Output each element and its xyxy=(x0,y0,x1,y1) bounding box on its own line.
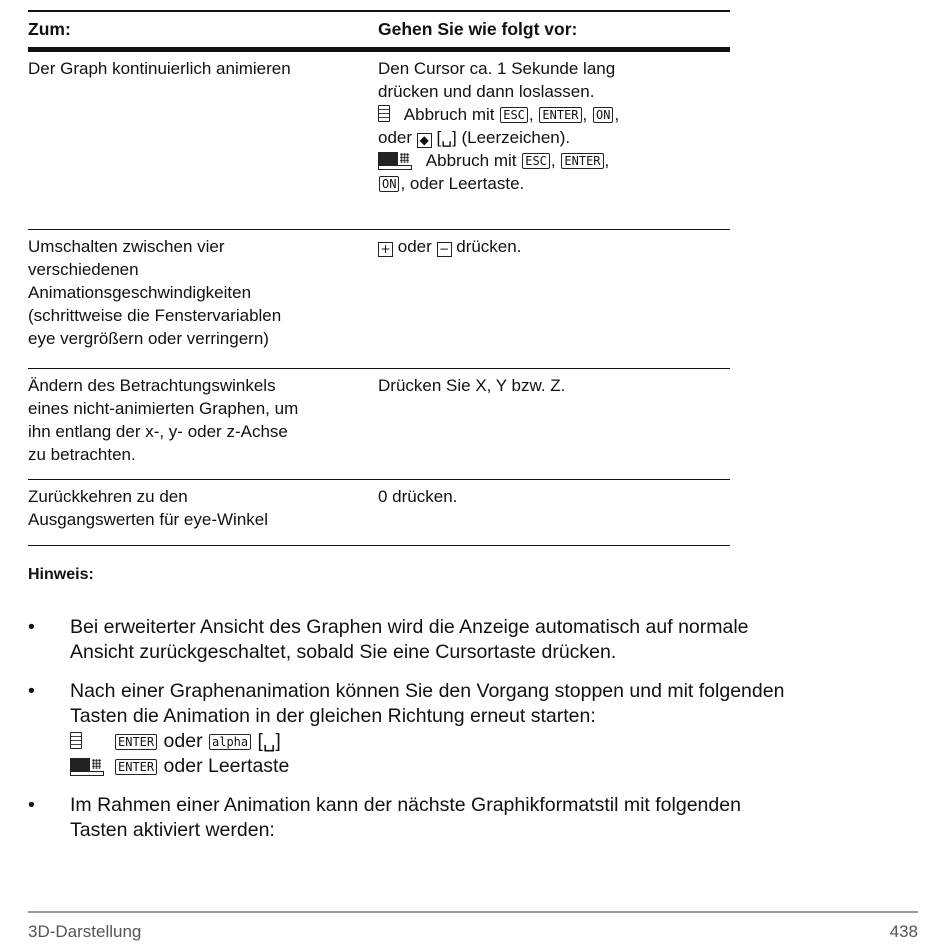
oder-text: oder xyxy=(163,730,203,752)
comma: , xyxy=(614,105,620,124)
row1-right-line4 xyxy=(378,126,730,149)
esc-key: ESC xyxy=(500,107,528,123)
enter-key: ENTER xyxy=(561,153,603,169)
row2-right xyxy=(378,230,730,368)
row2-left xyxy=(28,230,378,368)
minus-key: − xyxy=(437,242,452,257)
list-item xyxy=(28,615,928,665)
page-number: 438 xyxy=(889,922,918,941)
list-item xyxy=(28,793,928,843)
alpha-key: alpha xyxy=(209,734,251,750)
abbruch-text: Abbruch mit xyxy=(403,105,495,124)
table-row xyxy=(28,230,730,369)
bullet2-pc-line xyxy=(70,754,928,779)
row1-right-line3 xyxy=(378,103,730,126)
bullet-dot: • xyxy=(28,794,35,816)
row3-left-line1: Ändern des Betrachtungswinkels xyxy=(28,376,276,395)
handheld-calculator-icon xyxy=(378,105,390,122)
oder-text: oder xyxy=(397,237,432,256)
row3-right: Drücken Sie X, Y bzw. Z. xyxy=(378,376,566,395)
diamond-key: ◆ xyxy=(417,133,432,148)
note-bullet-list xyxy=(28,615,928,857)
comma: , xyxy=(528,105,534,124)
bullet3-line2: Tasten aktiviert werden: xyxy=(70,819,275,841)
abbruch-text-pc: Abbruch mit xyxy=(425,151,517,170)
desktop-computer-icon xyxy=(70,758,102,775)
table-row xyxy=(28,52,730,230)
row4-right: 0 drücken. xyxy=(378,487,458,506)
row3-left-line4: zu betrachten. xyxy=(28,445,136,464)
comma: , xyxy=(582,105,588,124)
row1-right-line5 xyxy=(378,149,730,172)
row2-left-line1: Umschalten zwischen vier xyxy=(28,237,225,256)
bullet2-handheld-line xyxy=(70,729,928,754)
esc-key: ESC xyxy=(522,153,550,169)
row1-left: Der Graph kontinuierlich animieren xyxy=(28,59,291,78)
bullet3-line1: Im Rahmen einer Animation kann der nächste Graphikformatstil mit folgenden xyxy=(70,794,741,816)
row3-left xyxy=(28,369,378,479)
oder-text: oder xyxy=(378,128,413,147)
instruction-table xyxy=(28,10,730,546)
handheld-calculator-icon xyxy=(70,732,82,749)
row1-right-line2: drücken und dann loslassen. xyxy=(378,82,595,101)
bullet1-line1: Bei erweiterter Ansicht des Graphen wird die Anzeige automatisch auf normale xyxy=(70,616,749,638)
bullet-dot: • xyxy=(28,680,35,702)
space-key: [␣] xyxy=(436,128,457,147)
on-key: ON xyxy=(593,107,613,123)
row1-right-line1: Den Cursor ca. 1 Sekunde lang xyxy=(378,59,616,78)
plus-key: + xyxy=(378,242,393,257)
druecken-text: drücken. xyxy=(456,237,522,256)
table-row xyxy=(28,480,730,546)
row4-left-line2: Ausgangswerten für eye-Winkel xyxy=(28,510,269,529)
table-row xyxy=(28,369,730,480)
desktop-computer-icon xyxy=(378,152,410,169)
footer-divider xyxy=(28,911,918,913)
bullet1-line2: Ansicht zurückgeschaltet, sobald Sie eine Cursortaste drücken. xyxy=(70,641,617,663)
row2-left-line3: Animationsgeschwindigkeiten xyxy=(28,283,252,302)
row4-left xyxy=(28,480,378,545)
on-key: ON xyxy=(379,176,399,192)
list-item xyxy=(28,679,928,779)
table-header xyxy=(28,10,730,52)
bullet2-line2: Tasten die Animation in der gleichen Richtung erneut starten: xyxy=(70,705,596,727)
row2-left-line2: verschiedenen xyxy=(28,260,139,279)
enter-key: ENTER xyxy=(539,107,581,123)
bullet2-line1: Nach einer Graphenanimation können Sie den Vorgang stoppen und mit folgenden xyxy=(70,680,785,702)
row2-left-line4: (schrittweise die Fenstervariablen xyxy=(28,306,282,325)
enter-key: ENTER xyxy=(115,734,157,750)
row3-left-line3: ihn entlang der x-, y- oder z-Achse xyxy=(28,422,288,441)
row2-left-line5: eye vergrößern oder verringern) xyxy=(28,329,269,348)
enter-key: ENTER xyxy=(115,759,157,775)
oder-leertaste-text: , oder Leertaste. xyxy=(400,174,525,193)
row1-right-line6 xyxy=(378,172,730,195)
row4-left-line1: Zurückkehren zu den xyxy=(28,487,188,506)
header-col-zum: Zum: xyxy=(28,19,71,39)
bullet-dot: • xyxy=(28,616,35,638)
row1-right xyxy=(378,52,730,229)
space-key: [␣] xyxy=(257,730,281,752)
row3-left-line2: eines nicht-animierten Graphen, um xyxy=(28,399,299,418)
comma: , xyxy=(604,151,610,170)
hinweis-heading: Hinweis: xyxy=(28,566,94,583)
header-col-vorgehen: Gehen Sie wie folgt vor: xyxy=(378,19,578,39)
footer-section-title: 3D-Darstellung xyxy=(28,922,142,941)
oder-leertaste-text: oder Leertaste xyxy=(163,755,290,777)
leerzeichen-text: (Leerzeichen). xyxy=(461,128,571,147)
comma: , xyxy=(550,151,556,170)
